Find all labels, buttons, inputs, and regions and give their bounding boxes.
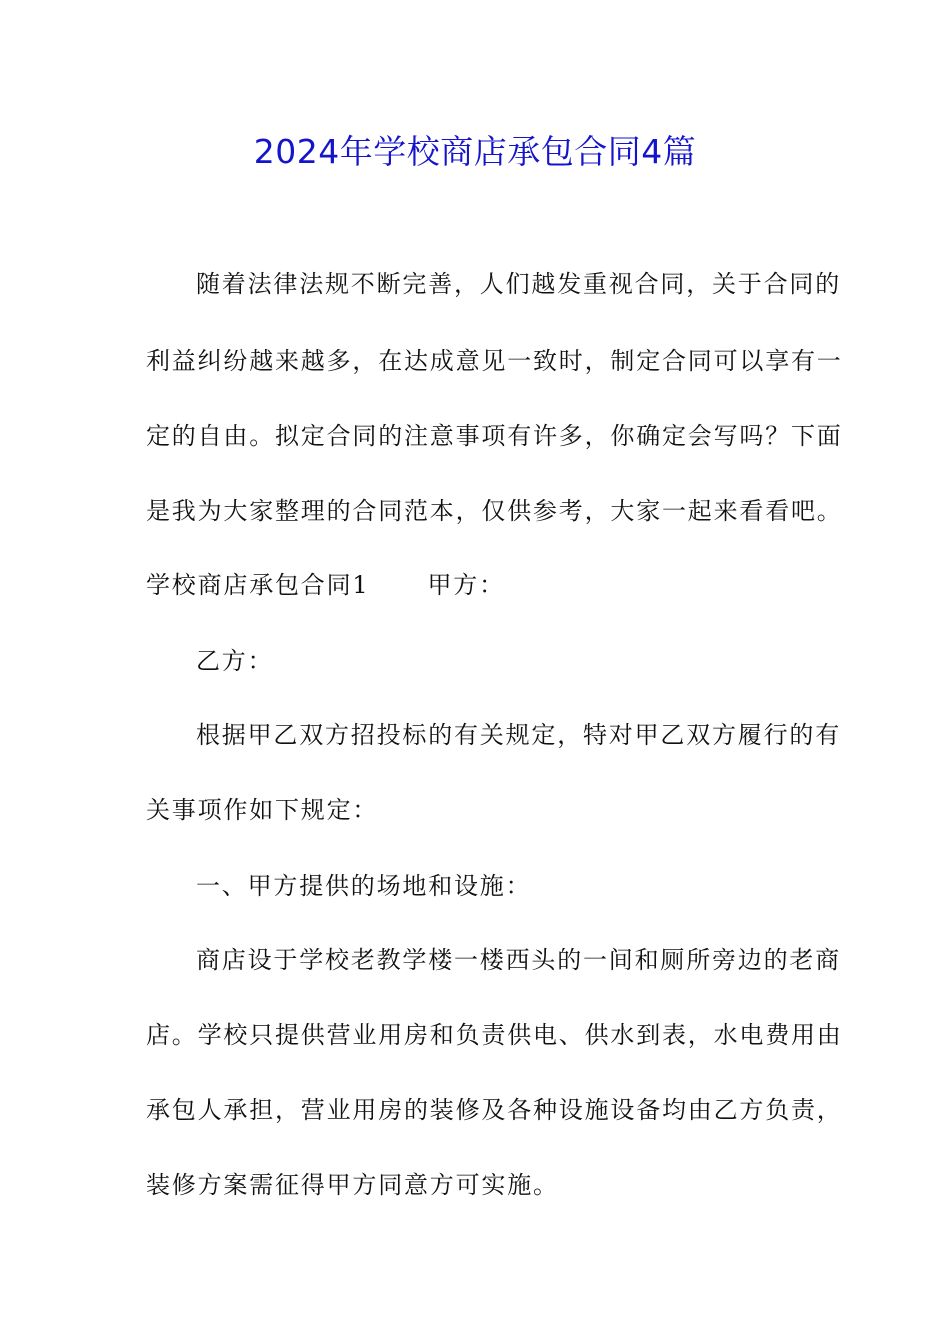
contract-heading: 学校商店承包合同1 [146, 571, 370, 599]
basis-line-2: 关事项作如下规定： [146, 796, 379, 824]
party-b-label: 乙方： [196, 647, 274, 675]
intro-line-1: 随着法律法规不断完善，人们越发重视合同，关于合同的 [196, 270, 841, 298]
intro-line-3: 定的自由。拟定合同的注意事项有许多，你确定会写吗？下面 [146, 422, 843, 450]
basis-line-1: 根据甲乙双方招投标的有关规定，特对甲乙双方履行的有 [196, 721, 841, 749]
section-1-line-1: 商店设于学校老教学楼一楼西头的一间和厕所旁边的老商 [196, 946, 841, 974]
intro-line-4: 是我为大家整理的合同范本，仅供参考，大家一起来看看吧。 [146, 497, 843, 525]
section-1-line-2: 店。学校只提供营业用房和负责供电、供水到表，水电费用由 [146, 1021, 843, 1049]
contract-heading-row [146, 567, 806, 603]
section-1-heading: 一、甲方提供的场地和设施： [196, 872, 532, 900]
document-title: 2024年学校商店承包合同4篇 [253, 132, 697, 171]
party-a-label: 甲方： [427, 571, 505, 599]
section-1-line-3: 承包人承担，营业用房的装修及各种设施设备均由乙方负责， [146, 1096, 843, 1124]
intro-line-2: 利益纠纷越来越多，在达成意见一致时，制定合同可以享有一 [146, 347, 843, 375]
section-1-line-4: 装修方案需征得甲方同意方可实施。 [146, 1171, 559, 1199]
